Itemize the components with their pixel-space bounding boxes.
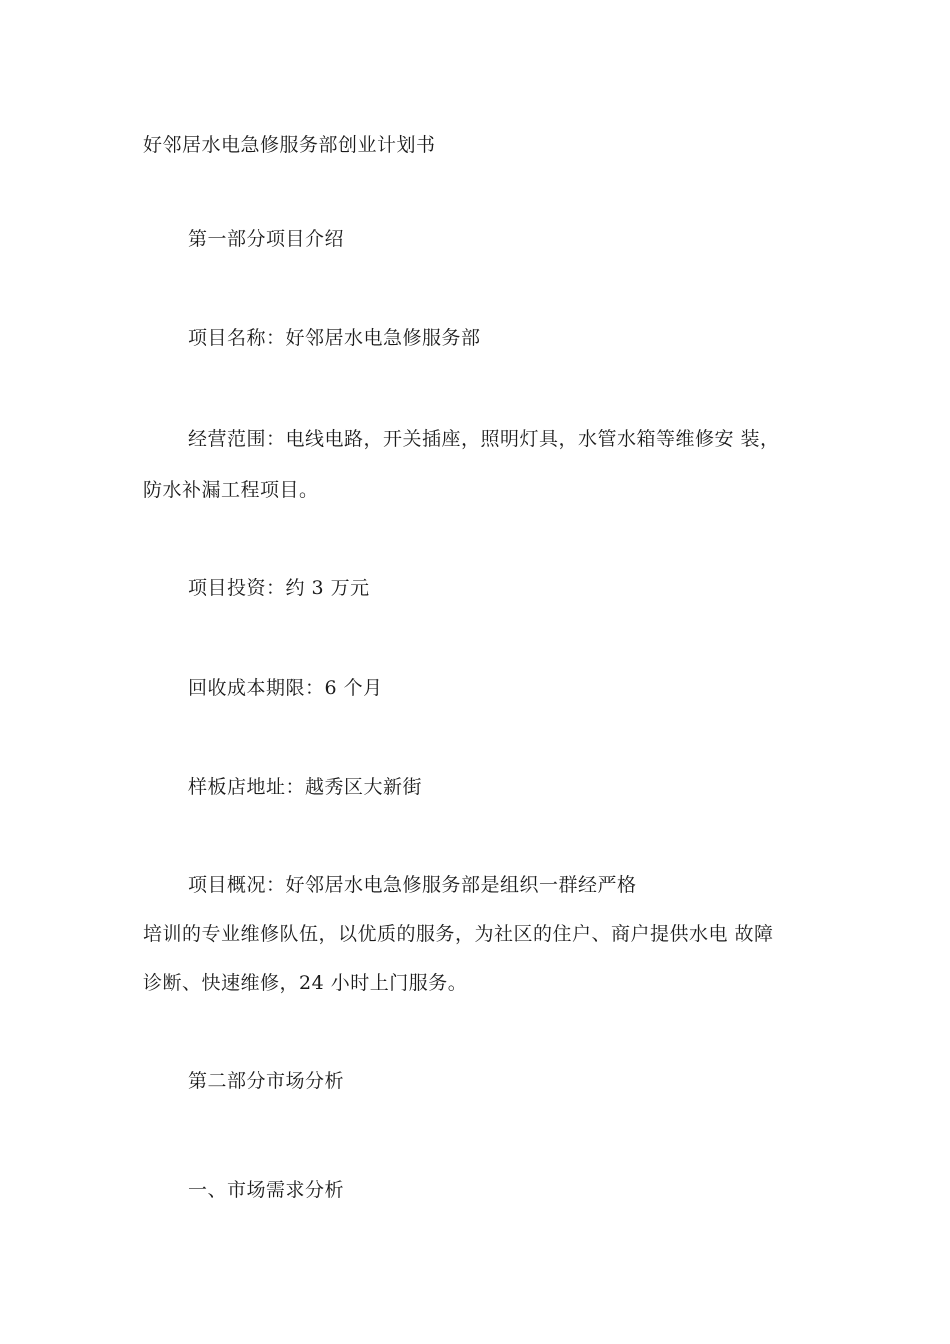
investment: 项目投资：约 3 万元 <box>188 577 370 599</box>
overview-line1: 项目概况：好邻居水电急修服务部是组织一群经严格 <box>188 874 637 896</box>
document-title: 好邻居水电急修服务部创业计划书 <box>143 134 436 156</box>
part1-heading: 第一部分项目介绍 <box>188 228 345 250</box>
overview-line2: 培训的专业维修队伍，以优质的服务，为社区的住户、商户提供水电 故障 <box>143 923 774 945</box>
section1-heading: 一、市场需求分析 <box>188 1179 345 1201</box>
payback-period: 回收成本期限：6 个月 <box>188 677 383 699</box>
part2-heading: 第二部分市场分析 <box>188 1070 345 1092</box>
business-scope-line1: 经营范围：电线电路，开关插座，照明灯具，水管水箱等维修安 装， <box>188 428 780 450</box>
overview-line3: 诊断、快速维修，24 小时上门服务。 <box>143 972 468 994</box>
showroom-address: 样板店地址：越秀区大新街 <box>188 776 423 798</box>
project-name: 项目名称：好邻居水电急修服务部 <box>188 327 481 349</box>
business-scope-line2: 防水补漏工程项目。 <box>143 479 319 501</box>
